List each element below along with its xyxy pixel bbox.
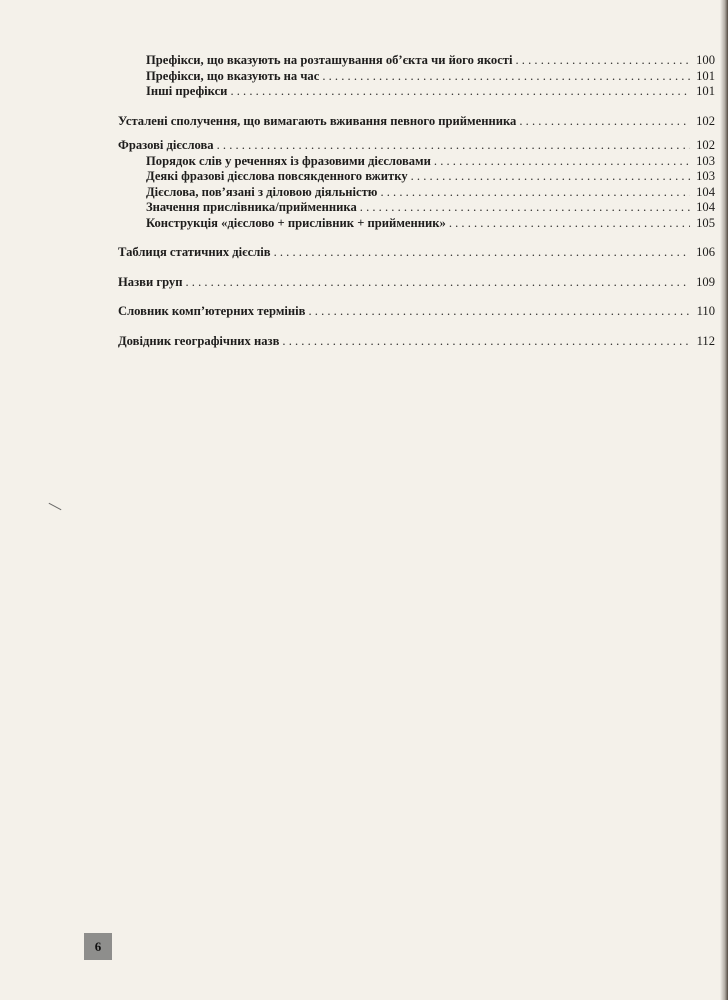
page-edge-shadow — [720, 0, 728, 1000]
toc-entry[interactable] — [118, 216, 715, 232]
toc-entry-page: 104 — [696, 200, 715, 214]
toc-entry-page: 109 — [696, 274, 715, 289]
toc-entry[interactable] — [118, 334, 715, 350]
toc-entry-title: Назви груп — [118, 274, 183, 289]
toc-entry[interactable] — [118, 154, 715, 170]
toc-entry-title: Довідник географічних назв — [118, 333, 280, 348]
toc-entry-title: Значення прислівника/прийменника — [146, 200, 357, 214]
toc-entry[interactable] — [118, 200, 715, 216]
toc-entry[interactable] — [118, 53, 715, 69]
toc-entry-page: 112 — [696, 333, 715, 348]
toc-entry[interactable] — [118, 304, 715, 320]
toc-entry[interactable] — [118, 275, 715, 291]
toc-entry-title: Усталені сполучення, що вимагають вживання певного прийменника — [118, 113, 517, 128]
toc-entry[interactable] — [118, 114, 715, 130]
dot-leader — [516, 53, 691, 69]
dot-leader — [411, 169, 690, 185]
toc-entry-page: 102 — [696, 138, 715, 152]
dot-leader — [360, 200, 690, 216]
toc-entry[interactable] — [118, 84, 715, 100]
dot-leader — [308, 304, 690, 320]
toc-entry-title: Таблиця статичних дієслів — [118, 245, 271, 259]
toc-entry-title: Інші префікси — [146, 84, 228, 98]
toc-entry-title: Конструкція «дієслово + прислівник + прийменник» — [146, 215, 446, 230]
scan-mark — [49, 503, 62, 510]
toc-entry-page: 103 — [696, 169, 715, 183]
dot-leader — [434, 154, 690, 170]
toc-entry-page: 101 — [696, 84, 715, 98]
toc-entry-page: 105 — [696, 215, 715, 230]
dot-leader — [380, 185, 690, 201]
toc-entry[interactable] — [118, 169, 715, 185]
toc-entry-title: Дієслова, пов’язані з діловою діяльністю — [146, 184, 378, 199]
table-of-contents — [118, 53, 715, 349]
toc-entry[interactable] — [118, 69, 715, 85]
dot-leader — [282, 334, 690, 350]
dot-leader — [322, 69, 690, 85]
toc-entry-title: Префікси, що вказують на розташування об’єкта чи його якості — [146, 53, 513, 67]
toc-entry[interactable] — [118, 138, 715, 154]
toc-entry-page: 100 — [696, 53, 715, 67]
toc-entry-title: Словник комп’ютерних термінів — [118, 304, 306, 318]
toc-entry-title: Деякі фразові дієслова повсякденного вжитку — [146, 169, 408, 183]
dot-leader — [217, 138, 690, 154]
toc-entry-page: 102 — [696, 113, 715, 128]
toc-entry-page: 103 — [696, 153, 715, 168]
toc-entry-page: 110 — [696, 304, 715, 318]
dot-leader — [519, 114, 690, 130]
toc-entry-title: Фразові дієслова — [118, 138, 214, 152]
page-number-badge: 6 — [84, 933, 112, 960]
toc-entry-page: 101 — [696, 68, 715, 83]
dot-leader — [230, 84, 690, 100]
dot-leader — [185, 275, 690, 291]
toc-entry-page: 106 — [696, 245, 715, 259]
toc-entry[interactable] — [118, 185, 715, 201]
toc-entry-title: Префікси, що вказують на час — [146, 68, 320, 83]
toc-entry-page: 104 — [696, 184, 715, 199]
dot-leader — [274, 245, 690, 261]
toc-entry-title: Порядок слів у реченнях із фразовими дієсловами — [146, 153, 431, 168]
dot-leader — [449, 216, 690, 232]
toc-entry[interactable] — [118, 245, 715, 261]
